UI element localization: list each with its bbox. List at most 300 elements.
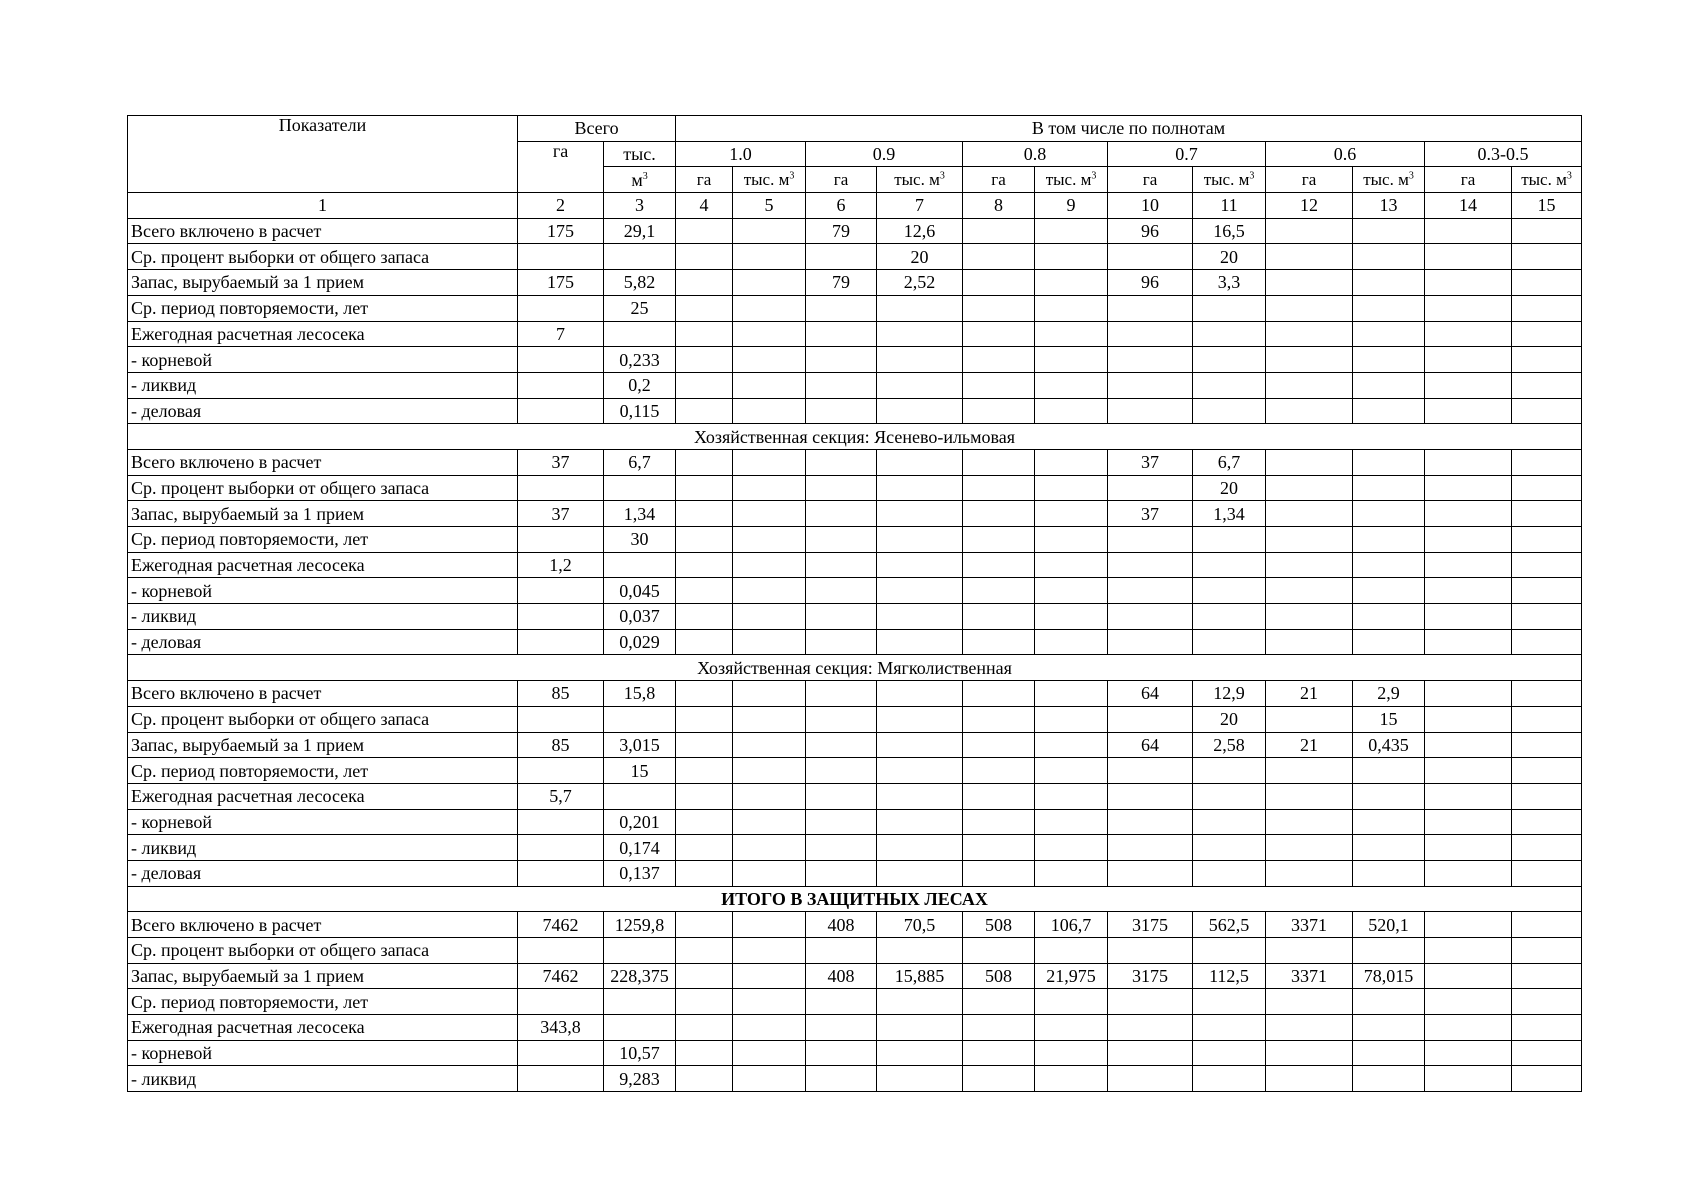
table-cell — [1266, 501, 1353, 527]
row-label: Ср. процент выборки от общего запаса — [128, 475, 518, 501]
table-cell — [1266, 809, 1353, 835]
table-cell — [1193, 629, 1266, 655]
table-cell — [733, 604, 806, 630]
table-cell: 5,7 — [518, 783, 604, 809]
table-cell — [1353, 475, 1425, 501]
table-cell — [676, 758, 733, 784]
table-cell — [1353, 347, 1425, 373]
table-cell — [1353, 604, 1425, 630]
table-cell — [733, 501, 806, 527]
row-label: Всего включено в расчет — [128, 449, 518, 475]
table-cell — [1266, 295, 1353, 321]
table-cell — [806, 321, 877, 347]
table-cell: 37 — [1108, 449, 1193, 475]
unit-ha: га — [963, 167, 1035, 193]
table-cell — [806, 732, 877, 758]
table-row — [128, 938, 1582, 964]
table-cell — [1512, 475, 1582, 501]
table-row — [128, 475, 1582, 501]
table-cell: 6,7 — [604, 449, 676, 475]
table-cell — [806, 1066, 877, 1092]
column-number: 13 — [1353, 193, 1425, 219]
table-cell — [1035, 783, 1108, 809]
table-cell — [1353, 321, 1425, 347]
table-cell — [806, 398, 877, 424]
table-row — [128, 578, 1582, 604]
table-cell — [1425, 527, 1512, 553]
table-cell — [1035, 218, 1108, 244]
table-cell — [1353, 244, 1425, 270]
table-cell — [604, 552, 676, 578]
table-cell — [1425, 938, 1512, 964]
row-label: Ежегодная расчетная лесосека — [128, 552, 518, 578]
table-cell — [1425, 398, 1512, 424]
header-indicators: Показатели — [128, 116, 518, 193]
table-cell — [676, 963, 733, 989]
table-cell: 3371 — [1266, 963, 1353, 989]
table-cell — [1035, 321, 1108, 347]
table-cell — [1193, 321, 1266, 347]
table-cell — [676, 270, 733, 296]
table-cell — [1035, 347, 1108, 373]
table-cell — [1035, 270, 1108, 296]
table-cell — [733, 218, 806, 244]
table-row — [128, 989, 1582, 1015]
table-cell — [877, 527, 963, 553]
table-cell — [1425, 732, 1512, 758]
table-cell — [518, 475, 604, 501]
header-including-by-density: В том числе по полнотам — [676, 116, 1582, 142]
table-cell — [1353, 758, 1425, 784]
table-cell — [518, 938, 604, 964]
table-cell: 12,9 — [1193, 681, 1266, 707]
table-cell: 85 — [518, 732, 604, 758]
table-cell — [806, 1040, 877, 1066]
table-cell — [963, 295, 1035, 321]
column-number: 3 — [604, 193, 676, 219]
table-cell — [1266, 398, 1353, 424]
table-cell — [1353, 1015, 1425, 1041]
table-cell — [1035, 1015, 1108, 1041]
table-cell — [1035, 578, 1108, 604]
table-cell — [963, 604, 1035, 630]
table-cell — [963, 809, 1035, 835]
table-cell — [1425, 706, 1512, 732]
column-number: 10 — [1108, 193, 1193, 219]
table-cell: 15 — [604, 758, 676, 784]
table-cell — [676, 372, 733, 398]
row-label: - корневой — [128, 347, 518, 373]
table-cell — [877, 398, 963, 424]
table-cell — [676, 706, 733, 732]
table-cell — [1425, 681, 1512, 707]
table-cell — [518, 372, 604, 398]
table-cell — [1266, 1066, 1353, 1092]
table-cell — [676, 1040, 733, 1066]
table-cell — [963, 398, 1035, 424]
table-cell — [1512, 449, 1582, 475]
table-cell — [806, 604, 877, 630]
section-title: Хозяйственная секция: Мягколиственная — [128, 655, 1582, 681]
table-cell — [963, 629, 1035, 655]
table-cell — [676, 681, 733, 707]
table-cell — [806, 835, 877, 861]
table-cell — [806, 706, 877, 732]
table-cell — [1035, 989, 1108, 1015]
table-cell — [806, 244, 877, 270]
table-cell — [1512, 1040, 1582, 1066]
table-cell — [1512, 783, 1582, 809]
table-cell — [1353, 398, 1425, 424]
table-cell: 2,52 — [877, 270, 963, 296]
unit-ha: га — [1266, 167, 1353, 193]
table-cell: 2,58 — [1193, 732, 1266, 758]
table-cell — [1425, 1015, 1512, 1041]
table-cell: 15,8 — [604, 681, 676, 707]
table-cell — [1266, 552, 1353, 578]
row-label: Запас, вырубаемый за 1 прием — [128, 963, 518, 989]
unit-thousand-m3: тыс. $м^3$ — [1035, 167, 1108, 193]
table-cell — [1425, 218, 1512, 244]
table-cell — [1512, 758, 1582, 784]
table-cell — [1512, 218, 1582, 244]
row-label: Ежегодная расчетная лесосека — [128, 1015, 518, 1041]
table-cell — [963, 270, 1035, 296]
section-row — [128, 886, 1582, 912]
table-cell — [963, 347, 1035, 373]
table-cell: 64 — [1108, 681, 1193, 707]
column-number: 1 — [128, 193, 518, 219]
column-number: 15 — [1512, 193, 1582, 219]
column-number: 7 — [877, 193, 963, 219]
table-cell — [1425, 449, 1512, 475]
table-cell — [806, 475, 877, 501]
table-cell — [676, 501, 733, 527]
table-row — [128, 758, 1582, 784]
table-cell — [877, 578, 963, 604]
table-cell: 3,3 — [1193, 270, 1266, 296]
header-total: Всего — [518, 116, 676, 142]
table-cell: 29,1 — [604, 218, 676, 244]
table-cell — [1512, 578, 1582, 604]
table-cell — [676, 552, 733, 578]
table-cell — [604, 706, 676, 732]
table-cell — [1035, 860, 1108, 886]
table-cell: 6,7 — [1193, 449, 1266, 475]
table-cell — [1425, 604, 1512, 630]
table-cell — [518, 1066, 604, 1092]
table-cell — [806, 1015, 877, 1041]
table-cell — [1266, 321, 1353, 347]
row-label: Ср. процент выборки от общего запаса — [128, 938, 518, 964]
table-cell: 0,201 — [604, 809, 676, 835]
table-cell — [676, 475, 733, 501]
table-cell — [1512, 835, 1582, 861]
table-cell — [1425, 629, 1512, 655]
unit-thousand-m3: тыс. $м^3$ — [1512, 167, 1582, 193]
table-cell — [676, 938, 733, 964]
table-cell — [1266, 218, 1353, 244]
table-cell — [1512, 372, 1582, 398]
table-cell — [1266, 578, 1353, 604]
table-row — [128, 1015, 1582, 1041]
table-cell — [1353, 1066, 1425, 1092]
table-cell: 15,885 — [877, 963, 963, 989]
table-cell — [1512, 629, 1582, 655]
table-cell — [1035, 835, 1108, 861]
table-cell — [1425, 321, 1512, 347]
table-cell — [733, 295, 806, 321]
table-cell: 508 — [963, 912, 1035, 938]
table-cell: 15 — [1353, 706, 1425, 732]
table-cell — [1512, 1015, 1582, 1041]
table-cell — [1035, 1040, 1108, 1066]
row-label: Ср. процент выборки от общего запаса — [128, 706, 518, 732]
table-cell: 9,283 — [604, 1066, 676, 1092]
table-cell — [1108, 938, 1193, 964]
table-cell — [518, 578, 604, 604]
table-cell — [1035, 758, 1108, 784]
table-cell — [1512, 809, 1582, 835]
table-cell — [733, 449, 806, 475]
table-cell — [604, 1015, 676, 1041]
table-cell — [1353, 938, 1425, 964]
unit-ha: га — [1108, 167, 1193, 193]
table-cell — [1035, 1066, 1108, 1092]
table-cell: 1,34 — [1193, 501, 1266, 527]
unit-ha: га — [1425, 167, 1512, 193]
table-cell — [877, 372, 963, 398]
table-cell — [1512, 295, 1582, 321]
table-cell: 1,34 — [604, 501, 676, 527]
table-cell — [1193, 783, 1266, 809]
table-cell — [1193, 578, 1266, 604]
table-cell — [806, 809, 877, 835]
table-cell — [1353, 295, 1425, 321]
row-label: Всего включено в расчет — [128, 218, 518, 244]
table-cell — [963, 706, 1035, 732]
table-cell — [518, 295, 604, 321]
table-cell — [518, 398, 604, 424]
header-total-volume-line2: $м^3$ — [604, 167, 676, 193]
table-row — [128, 835, 1582, 861]
table-cell — [1512, 501, 1582, 527]
row-label: - ликвид — [128, 835, 518, 861]
table-cell — [1193, 989, 1266, 1015]
table-cell — [1512, 860, 1582, 886]
table-cell — [1425, 783, 1512, 809]
table-cell: 16,5 — [1193, 218, 1266, 244]
unit-thousand-m3: тыс. $м^3$ — [733, 167, 806, 193]
table-cell — [733, 1066, 806, 1092]
table-cell — [676, 732, 733, 758]
row-label: Ср. период повторяемости, лет — [128, 295, 518, 321]
table-cell — [518, 244, 604, 270]
table-cell: 37 — [518, 501, 604, 527]
table-cell — [733, 321, 806, 347]
table-cell — [733, 527, 806, 553]
table-cell — [1512, 938, 1582, 964]
table-cell — [1193, 1066, 1266, 1092]
table-cell — [1108, 783, 1193, 809]
table-cell — [963, 527, 1035, 553]
table-cell — [604, 938, 676, 964]
column-number: 6 — [806, 193, 877, 219]
table-cell: 20 — [1193, 244, 1266, 270]
table-cell — [1425, 963, 1512, 989]
table-cell: 0,2 — [604, 372, 676, 398]
table-cell — [518, 604, 604, 630]
table-cell — [877, 295, 963, 321]
table-cell — [1266, 604, 1353, 630]
table-row — [128, 604, 1582, 630]
table-cell — [676, 218, 733, 244]
table-cell — [877, 1015, 963, 1041]
table-cell — [1035, 398, 1108, 424]
table-cell — [963, 835, 1035, 861]
table-cell — [733, 681, 806, 707]
table-cell — [877, 501, 963, 527]
table-cell — [1266, 347, 1353, 373]
row-label: - корневой — [128, 1040, 518, 1066]
table-cell — [733, 244, 806, 270]
table-cell — [733, 783, 806, 809]
table-cell — [1108, 629, 1193, 655]
table-cell — [518, 629, 604, 655]
table-cell: 175 — [518, 270, 604, 296]
table-cell — [676, 629, 733, 655]
table-cell — [877, 706, 963, 732]
table-cell — [518, 989, 604, 1015]
table-cell: 1,2 — [518, 552, 604, 578]
row-label: Ежегодная расчетная лесосека — [128, 783, 518, 809]
table-row — [128, 963, 1582, 989]
table-cell — [1425, 860, 1512, 886]
table-cell — [676, 244, 733, 270]
table-cell — [1353, 501, 1425, 527]
column-number: 2 — [518, 193, 604, 219]
table-cell — [1266, 270, 1353, 296]
forest-harvest-table — [127, 115, 1582, 1092]
table-cell — [1353, 270, 1425, 296]
table-cell — [1035, 706, 1108, 732]
table-cell — [877, 989, 963, 1015]
table-cell: 12,6 — [877, 218, 963, 244]
table-cell: 0,037 — [604, 604, 676, 630]
table-cell — [676, 912, 733, 938]
unit-ha: га — [676, 167, 733, 193]
table-cell — [1193, 835, 1266, 861]
table-cell — [1353, 527, 1425, 553]
table-cell — [1425, 912, 1512, 938]
table-cell — [676, 835, 733, 861]
row-label: - корневой — [128, 578, 518, 604]
table-cell — [676, 398, 733, 424]
table-cell — [733, 552, 806, 578]
table-cell — [1266, 835, 1353, 861]
table-cell: 0,045 — [604, 578, 676, 604]
row-label: - ликвид — [128, 1066, 518, 1092]
table-cell — [1266, 1015, 1353, 1041]
table-cell — [1425, 809, 1512, 835]
table-cell: 408 — [806, 963, 877, 989]
table-cell — [1353, 449, 1425, 475]
table-cell — [1353, 629, 1425, 655]
table-cell — [1193, 938, 1266, 964]
table-cell — [1512, 963, 1582, 989]
table-cell — [1425, 1040, 1512, 1066]
table-cell: 0,233 — [604, 347, 676, 373]
table-cell — [733, 629, 806, 655]
table-cell — [604, 475, 676, 501]
table-cell — [1266, 372, 1353, 398]
table-cell — [733, 372, 806, 398]
table-cell — [963, 938, 1035, 964]
table-cell — [1193, 860, 1266, 886]
section-row — [128, 655, 1582, 681]
table-cell — [676, 527, 733, 553]
table-cell — [806, 681, 877, 707]
table-cell — [1108, 1066, 1193, 1092]
table-cell — [1425, 244, 1512, 270]
density-group-2: 0.9 — [806, 141, 963, 167]
density-group-3: 0.8 — [963, 141, 1108, 167]
table-cell: 70,5 — [877, 912, 963, 938]
row-label: Всего включено в расчет — [128, 912, 518, 938]
table-cell: 30 — [604, 527, 676, 553]
column-number: 9 — [1035, 193, 1108, 219]
table-cell — [1193, 527, 1266, 553]
table-cell — [963, 552, 1035, 578]
table-cell — [1035, 295, 1108, 321]
table-cell: 0,115 — [604, 398, 676, 424]
row-label: Запас, вырубаемый за 1 прием — [128, 270, 518, 296]
row-label: Ср. процент выборки от общего запаса — [128, 244, 518, 270]
table-cell: 408 — [806, 912, 877, 938]
table-row — [128, 398, 1582, 424]
table-cell — [1035, 681, 1108, 707]
table-cell — [676, 321, 733, 347]
table-cell — [733, 1040, 806, 1066]
table-cell — [676, 578, 733, 604]
table-cell — [963, 1015, 1035, 1041]
table-cell — [733, 938, 806, 964]
table-cell: 106,7 — [1035, 912, 1108, 938]
table-cell — [1035, 475, 1108, 501]
table-cell: 2,9 — [1353, 681, 1425, 707]
table-cell — [604, 321, 676, 347]
row-label: Запас, вырубаемый за 1 прием — [128, 732, 518, 758]
table-cell — [676, 809, 733, 835]
table-cell — [1266, 860, 1353, 886]
table-cell — [806, 552, 877, 578]
row-label: - деловая — [128, 629, 518, 655]
table-cell — [1108, 527, 1193, 553]
table-cell — [733, 835, 806, 861]
table-cell — [1425, 578, 1512, 604]
table-cell: 79 — [806, 218, 877, 244]
table-cell — [1512, 912, 1582, 938]
unit-thousand-m3: тыс. $м^3$ — [1353, 167, 1425, 193]
table-cell — [806, 449, 877, 475]
header-total-ha: га — [518, 141, 604, 192]
table-cell — [1193, 1040, 1266, 1066]
table-cell: 175 — [518, 218, 604, 244]
table-cell — [806, 295, 877, 321]
row-label: Всего включено в расчет — [128, 681, 518, 707]
table-cell — [1108, 706, 1193, 732]
table-cell — [1266, 449, 1353, 475]
